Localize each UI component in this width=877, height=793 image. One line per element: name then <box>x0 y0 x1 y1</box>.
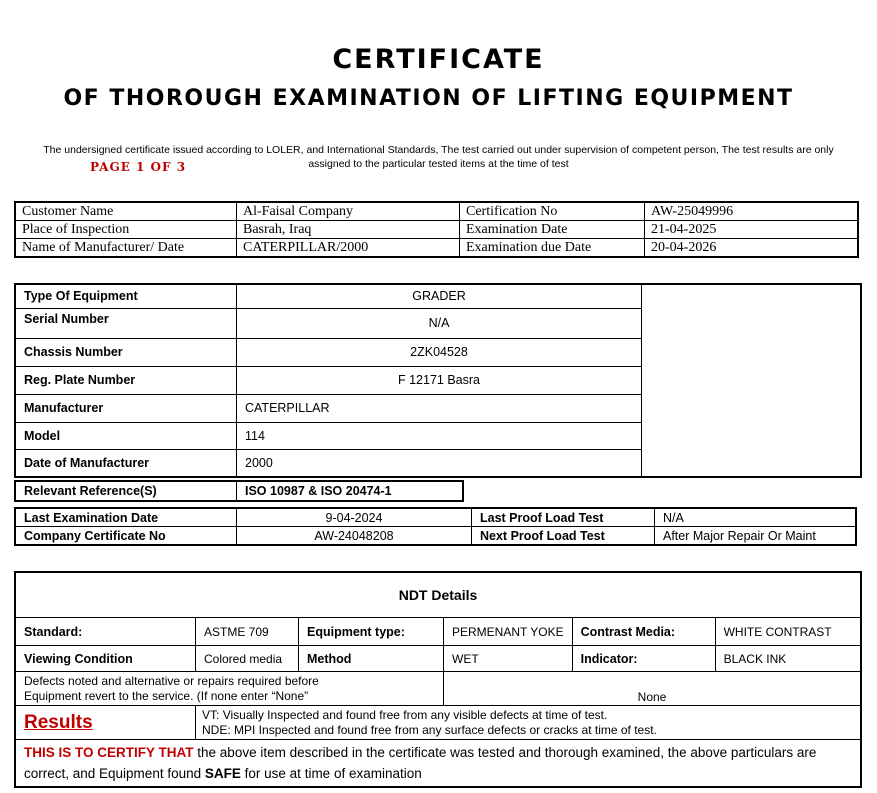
certificate-title: CERTIFICATE <box>332 44 545 75</box>
certify-text-1: the above item described in the certificate was tested and thorough examined, the above particulars <box>197 745 794 760</box>
place-label: Place of Inspection <box>15 221 237 239</box>
serial-label: Serial Number <box>15 308 237 338</box>
chassis-value: 2ZK04528 <box>237 338 642 366</box>
reference-value: ISO 10987 & ISO 20474-1 <box>237 481 464 501</box>
last-exam-label: Last Examination Date <box>15 508 237 527</box>
manufacturer-value: CATERPILLAR <box>237 394 642 422</box>
standard-value: ASTME 709 <box>196 618 299 646</box>
nde-line <box>202 723 854 738</box>
indicator-label: Indicator: <box>572 646 715 672</box>
nde-prefix: NDE: <box>202 722 231 737</box>
chassis-label: Chassis Number <box>15 338 237 366</box>
customer-name-value: Al-Faisal Company <box>237 202 460 221</box>
manufacturer-date-label: Name of Manufacturer/ Date <box>15 239 237 258</box>
model-label: Model <box>15 422 237 449</box>
plate-value: F 12171 Basra <box>237 366 642 394</box>
exam-date-value: 21-04-2025 <box>645 221 859 239</box>
next-proof-label: Next Proof Load Test <box>472 527 655 546</box>
certify-text-2a: are correct, and Equipment found <box>24 745 817 781</box>
ndt-table <box>14 571 862 788</box>
equipment-photo-area <box>642 284 862 477</box>
equipment-type-value: PERMENANT YOKE <box>444 618 573 646</box>
results-cell <box>15 706 196 740</box>
defects-line-1: Defects noted and alternative or repairs required before <box>24 673 319 688</box>
nde-text: MPI Inspected and found free from any surface defects or cracks at time of test. <box>234 722 657 737</box>
certify-statement <box>15 740 861 788</box>
reference-label: Relevant Reference(S) <box>15 481 237 501</box>
equipment-type-label: Equipment type: <box>299 618 444 646</box>
dom-value: 2000 <box>237 449 642 477</box>
last-proof-value: N/A <box>655 508 857 527</box>
vt-prefix: VT: <box>202 707 220 722</box>
type-value: GRADER <box>237 284 642 308</box>
serial-value: N/A <box>237 308 642 338</box>
ndt-title: NDT Details <box>15 572 861 618</box>
indicator-value: BLACK INK <box>715 646 861 672</box>
last-exam-value: 9-04-2024 <box>237 508 472 527</box>
results-label: Results <box>24 711 93 733</box>
equipment-table <box>14 283 862 478</box>
certificate-subtitle: OF THOROUGH EXAMINATION OF LIFTING EQUIPMENT <box>63 86 794 111</box>
viewing-value: Colored media <box>196 646 299 672</box>
due-date-label: Examination due Date <box>460 239 645 258</box>
exam-date-label: Examination Date <box>460 221 645 239</box>
company-cert-value: AW-24048208 <box>237 527 472 546</box>
company-cert-label: Company Certificate No <box>15 527 237 546</box>
dom-label: Date of Manufacturer <box>15 449 237 477</box>
cert-no-value: AW-25049996 <box>645 202 859 221</box>
method-label: Method <box>299 646 444 672</box>
last-proof-label: Last Proof Load Test <box>472 508 655 527</box>
certify-safe: SAFE <box>204 766 241 781</box>
customer-name-label: Customer Name <box>15 202 237 221</box>
vt-line <box>202 708 854 723</box>
page-number: PAGE 1 OF 3 <box>90 160 187 174</box>
intro-line-1: The undersigned certificate issued according to LOLER, and International Standards, The test carried out under supervision of competent person, The test results are only <box>43 144 834 156</box>
reference-table <box>14 480 464 502</box>
customer-table <box>14 201 859 258</box>
vt-text: Visually Inspected and found free from any visible defects at time of test. <box>222 707 608 722</box>
viewing-label: Viewing Condition <box>15 646 196 672</box>
results-text <box>196 706 862 740</box>
due-date-value: 20-04-2026 <box>645 239 859 258</box>
method-value: WET <box>444 646 573 672</box>
plate-label: Reg. Plate Number <box>15 366 237 394</box>
standard-label: Standard: <box>15 618 196 646</box>
cert-no-label: Certification No <box>460 202 645 221</box>
model-value: 114 <box>237 422 642 449</box>
type-label: Type Of Equipment <box>15 284 237 308</box>
certify-heading: THIS IS TO CERTIFY THAT <box>24 745 194 760</box>
manufacturer-date-value: CATERPILLAR/2000 <box>237 239 460 258</box>
history-table <box>14 507 857 546</box>
place-value: Basrah, Iraq <box>237 221 460 239</box>
contrast-label: Contrast Media: <box>572 618 715 646</box>
defects-label <box>15 672 444 706</box>
defects-value: None <box>444 672 862 706</box>
certify-text-2b: for use at time of examination <box>244 766 422 781</box>
manufacturer-label: Manufacturer <box>15 394 237 422</box>
contrast-value: WHITE CONTRAST <box>715 618 861 646</box>
intro-line-2: assigned to the particular tested items at the time of test <box>308 158 569 170</box>
next-proof-value: After Major Repair Or Maint <box>655 527 857 546</box>
defects-line-2: Equipment revert to the service. (If none enter “None” <box>24 688 309 703</box>
